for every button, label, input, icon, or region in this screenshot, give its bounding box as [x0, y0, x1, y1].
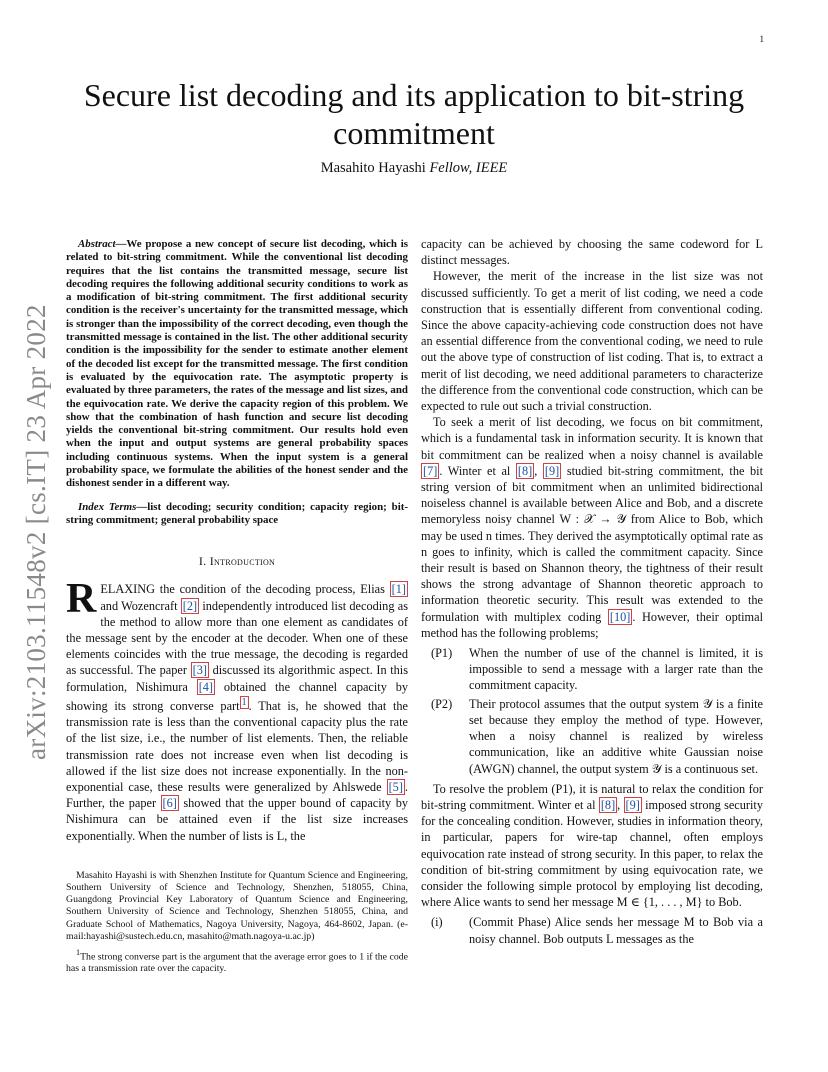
arxiv-identifier-stamp[interactable]: arXiv:2103.11548v2 [cs.IT] 23 Apr 2022 — [21, 304, 51, 760]
footnote-affiliation: Masahito Hayashi is with Shenzhen Institute for Quantum Science and Engineering, Southern University of Science and Technology, Shenzhen, 518055, China, Guangdong Provincial Key Laboratory of Quantum Science and Engineering, Southern University of Science and Technology, Shenzhen 518055, China, and Graduate School of Mathematics, Nagoya University, Nagoya, 464-8602, Japan. (e-mail:hayashi@sustech.edu.cn, masahito@math.nagoya-u.ac.jp) — [66, 869, 408, 942]
citation-link[interactable]: [7] — [423, 463, 438, 478]
left-column — [66, 236, 408, 980]
intro-text: . Further, the paper — [66, 779, 408, 811]
footnotes — [66, 870, 408, 976]
list-item-label: (P1) — [431, 646, 453, 661]
citation-link[interactable]: [1] — [391, 582, 406, 597]
list-item-text: When the number of use of the channel is limited, it is impossible to send a message with a larger rate than the commitment capacity. — [469, 646, 763, 693]
list-item-label: (P2) — [431, 696, 453, 711]
author-name: Masahito Hayashi — [320, 160, 426, 176]
citation-link[interactable]: [10] — [609, 609, 631, 624]
intro-text: discussed its algorithmic aspect. In this formulation, Nishimura — [66, 663, 409, 694]
paper-title: Secure list decoding and its application to bit-string commitment — [83, 77, 745, 151]
footnote-mark: 1 — [76, 948, 81, 957]
citation-link[interactable]: [5] — [388, 779, 403, 794]
abstract-lead: Abstract — [78, 238, 116, 250]
list-item-text: Their protocol assumes that the output system 𝒴 is a finite set because they employ the method of type. However, when a noisy channel is realized by wireless communication, like an additive white Gaussian noise (AWGN) channel, the output system 𝒴 is a continuous set. — [469, 696, 763, 776]
body-text: To seek a merit of list decoding, we focus on bit commitment, which is a fundamental task in information security. It is known that bit commitment can be realized when a noisy channel is available — [421, 415, 763, 462]
footnote-link[interactable]: 1 — [241, 696, 247, 708]
intro-text: and Wozencraft — [100, 598, 181, 613]
list-item — [421, 914, 763, 946]
section-number: I. — [198, 554, 207, 569]
author-affiliation: Fellow, IEEE — [429, 160, 508, 176]
right-paragraph-1: However, the merit of the increase in the list size was not discussed sufficiently. To get a merit of list coding, we need a code construction that is essentially different from conventional coding. Since the above capacity-achieving code construction does not have an essential difference from the conventional coding, we need to rule out the above type of construction of list coding. That is, to extract a merit of list decoding, we need additional parameters to characterize the difference from the conventional code construction, which can be expected to rule out such a trivial construction. — [421, 269, 763, 414]
citation-link[interactable]: [9] — [625, 797, 640, 812]
citation-link[interactable]: [8] — [517, 463, 533, 478]
right-column — [421, 236, 763, 951]
drop-cap-letter: R — [66, 576, 97, 623]
index-terms — [66, 501, 408, 528]
abstract — [66, 238, 408, 491]
right-paragraph-3 — [421, 781, 763, 911]
list-item-label: (i) — [431, 915, 443, 930]
footnote-1 — [66, 947, 408, 976]
citation-link[interactable]: [2] — [182, 598, 198, 613]
body-text: , — [617, 797, 624, 812]
citation-link[interactable]: [6] — [162, 796, 177, 811]
citation-link[interactable]: [3] — [192, 663, 207, 678]
body-text: . Winter et al — [439, 463, 516, 478]
list-item — [421, 645, 763, 694]
body-text: To resolve the problem (P1), it is natural to relax the condition for bit-string commitment. Winter et al — [421, 781, 763, 812]
index-terms-text: —list decoding; security condition; capacity region; bit-string commitment; general probability space — [66, 500, 408, 526]
intro-text: independently introduced list decoding as the method to allow more than one element as candidates of the message sent by the encoder at the decoder. When one of these elements coincides with the true message, the decoding is regarded as successful. The paper — [66, 598, 408, 678]
list-item — [421, 696, 763, 777]
intro-paragraph-1 — [66, 576, 409, 843]
author-line — [60, 160, 768, 177]
citation-link[interactable]: [4] — [198, 679, 214, 694]
intro-text: ELAXING the condition of the decoding process, Elias — [100, 582, 390, 597]
intro-text: obtained the channel capacity by showing its strong converse part — [66, 679, 408, 713]
intro-text: showed that the upper bound of capacity by Nishimura can be attained even if the list size increases exponentially. When the number of lists is L, the — [66, 796, 408, 843]
body-text: studied bit-string commitment, the bit string version of bit commitment when an unlimited bidirectional noiseless channel is available between Alice and Bob, and a discrete memoryless noisy channel W : 𝒳 → 𝒴 from Alice to Bob, which may be used n times. They derived the asymptotically optimal rate as n goes to infinity, which is called the commitment capacity. Since their result is based on Shannon theory, the tightness of their result shows the strong advantage of Shannon theoretic approach to information theoretic security. This result was extended to the formulation with multiplex coding — [421, 463, 764, 624]
protocol-steps — [421, 914, 763, 946]
page-number: 1 — [759, 34, 764, 44]
citation-link[interactable]: [9] — [544, 463, 560, 478]
citation-link[interactable]: [8] — [600, 797, 616, 812]
body-text: . However, their optimal method has the following problems; — [421, 609, 763, 640]
intro-text: . That is, he showed that the transmission rate is less than the conventional capacity plus the rate of the list size, i.e., the number of list elements. Then, the reliable transmission rate does not increase even when list decoding is allowed if the list size does not increase exponentially. In the non-exponential case, these results were generalized by Ahlswede — [66, 698, 408, 794]
section-heading-introduction — [66, 553, 408, 569]
footnote-text: The strong converse part is the argument that the average error goes to 1 if the code has a transmission rate over the capacity. — [66, 951, 408, 975]
list-item-text: (Commit Phase) Alice sends her message M to Bob via a noisy channel. Bob outputs L messages as the — [469, 915, 763, 946]
body-text: , — [534, 463, 543, 478]
right-paragraph-2 — [421, 414, 763, 641]
section-title: Introduction — [209, 554, 276, 569]
right-paragraph-0: capacity can be achieved by choosing the same codeword for L distinct messages. — [421, 237, 763, 268]
problem-list — [421, 645, 763, 777]
body-text: imposed strong security for the concealing condition. However, studies in information theory, in particular, papers for wire-tap channel, often employs equivocation rate instead of strong security. In this paper, to relax the condition of bit-string commitment by using equivocation rate, we consider the following simple protocol by employing list decoding, where Alice wants to send her message M ∈ {1, . . . , M} to Bob. — [421, 797, 763, 910]
abstract-text: —We propose a new concept of secure list decoding, which is related to bit-string commitment. While the conventional list decoding requires that the list contains the transmitted message, secure list decoding requires the following additional security conditions to work as a modification of bit-string commitment. The first additional security condition is the receiver's uncertainty for the transmitted message, which is stronger than the impossibility of the correct decoding, even though the transmitted message is contained in the list. The other additional security condition is the impossibility for the sender to estimate another element of the decoded list except for the transmitted message. The first condition is evaluated by the equivocation rate. The asymptotic property is evaluated by three parameters, the rates of the message and list sizes, and the equivocation rate. We derive the capacity region of this problem. We show that the combination of hash function and secure list decoding yields the conventional bit-string commitment. Our results hold even when the input and output systems are general probability spaces including continuous systems. When the input system is a general probability space, we formulate the abilities of the honest sender and the dishonest sender in a different way. — [66, 238, 408, 490]
index-terms-lead: Index Terms — [78, 500, 137, 513]
